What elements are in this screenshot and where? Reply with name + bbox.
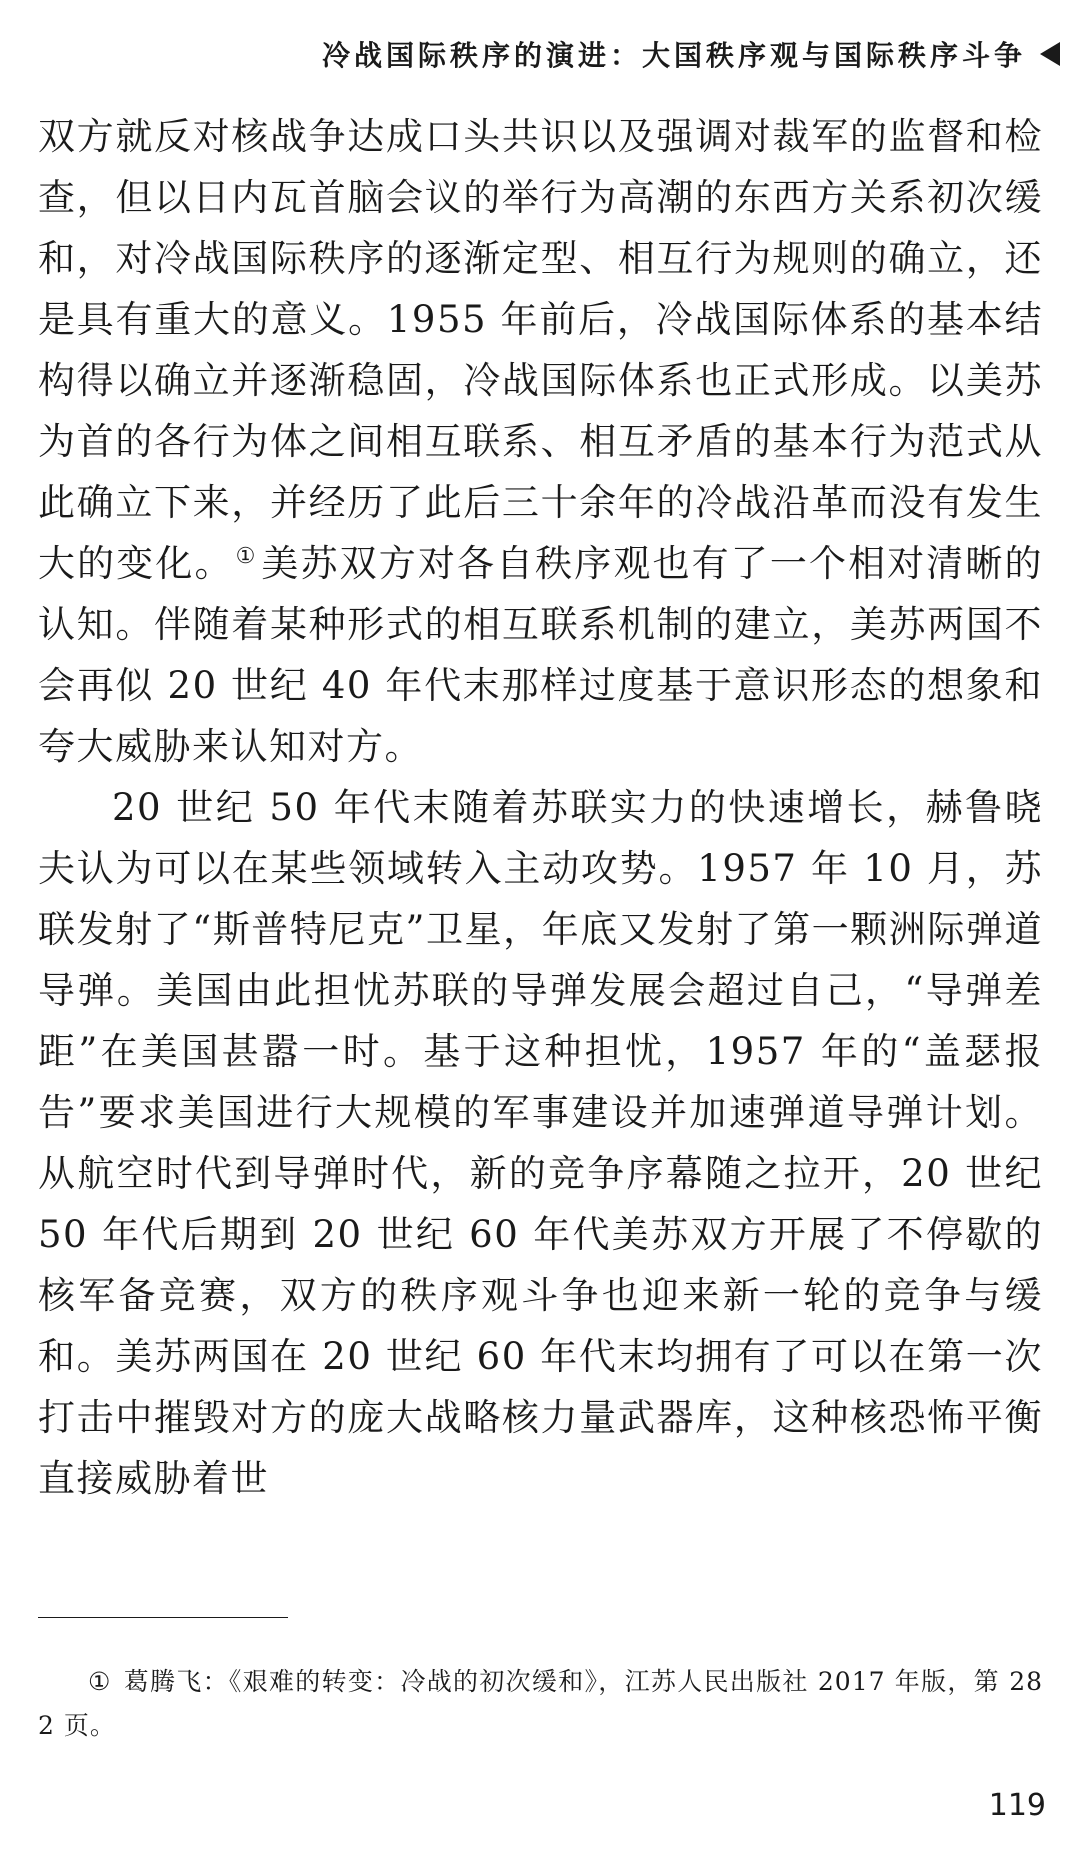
footnote-1 [38, 1660, 1043, 1748]
paragraph-1 [38, 106, 1043, 777]
footnote-text: 葛腾飞：《艰难的转变：冷战的初次缓和》，江苏人民出版社 2017 年版，第 282 页。 [38, 1667, 1043, 1740]
footnote-divider [38, 1617, 288, 1618]
paragraph-1-text: 双方就反对核战争达成口头共识以及强调对裁军的监督和检查，但以日内瓦首脑会议的举行为高潮的东西方关系初次缓和，对冷战国际秩序的逐渐定型、相互行为规则的确立，还是具有重大的意义。1955 年前后，冷战国际体系的基本结构得以确立并逐渐稳固，冷战国际体系也正式形成。以美苏为首的各行为体之间相互联系、相互矛盾的基本行为范式从此确立下来，并经历了此后三十余年的冷战沿革而没有发生大的变化。 [38, 115, 1043, 585]
paragraph-2: 20 世纪 50 年代末随着苏联实力的快速增长，赫鲁晓夫认为可以在某些领域转入主动攻势。1957 年 10 月，苏联发射了“斯普特尼克”卫星，年底又发射了第一颗洲际弹道导弹。美国由此担忧苏联的导弹发展会超过自己，“导弹差距”在美国甚嚣一时。基于这种担忧，1957 年的“盖瑟报告”要求美国进行大规模的军事建设并加速弹道导弹计划。从航空时代到导弹时代，新的竞争序幕随之拉开，20 世纪 50 年代后期到 20 世纪 60 年代美苏双方开展了不停歇的核军备竞赛，双方的秩序观斗争也迎来新一轮的竞争与缓和。美苏两国在 20 世纪 60 年代末均拥有了可以在第一次打击中摧毁对方的庞大战略核力量武器库，这种核恐怖平衡直接威胁着世 [38, 786, 1043, 1500]
paragraph-1-text-continued: 美苏双方对各自秩序观也有了一个相对清晰的认知。伴随着某种形式的相互联系机制的建立，美苏两国不会再似 20 世纪 40 年代末那样过度基于意识形态的想象和夸大威胁来认知对方。 [38, 542, 1044, 768]
footnotes [38, 1660, 1043, 1748]
page-number: 119 [988, 1788, 1046, 1823]
running-title: 冷战国际秩序的演进：大国秩序观与国际秩序斗争 [321, 39, 1026, 72]
footnote-mark: ① [88, 1667, 112, 1696]
body-text [38, 106, 1043, 1509]
left-triangle-icon [1040, 42, 1060, 66]
footnote-reference[interactable]: ① [235, 543, 258, 569]
running-header [322, 34, 1060, 74]
